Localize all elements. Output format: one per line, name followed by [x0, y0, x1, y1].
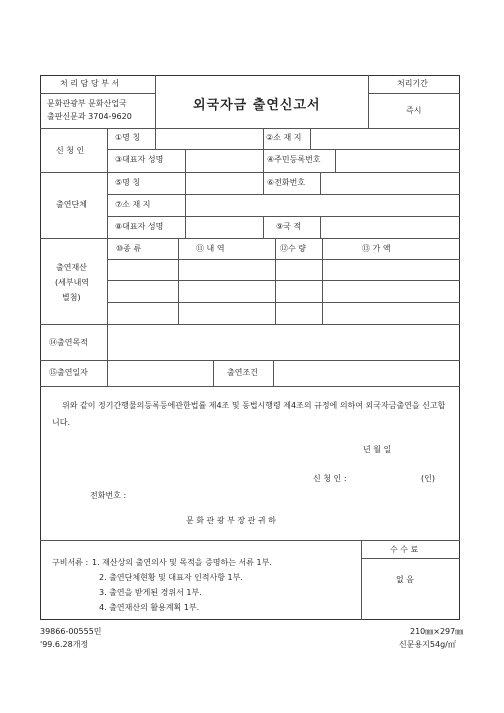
- purpose-label: ⑭출연목적: [49, 338, 88, 347]
- form-number: 39866-00555민: [40, 627, 102, 636]
- documents-item-1: 1. 재산상의 출연의사 및 목적을 증명하는 서류 1부.: [92, 558, 272, 567]
- property-label-3: 별첨): [62, 293, 81, 302]
- documents-label: 구비서류 :: [52, 558, 89, 567]
- applicant-rep-name-label: ③대표자 성명: [115, 155, 164, 164]
- dept-line1: 문화관광부 문화산업국: [47, 99, 127, 108]
- rule-org-loc-v: [185, 194, 186, 216]
- rule-date-v2: [273, 360, 274, 386]
- rule-property-header: [107, 259, 460, 260]
- period-label: 처리기간: [397, 79, 428, 88]
- date-label: ⑮출연일자: [49, 368, 88, 377]
- rule-org-2: [107, 216, 460, 217]
- form-frame: [40, 75, 460, 620]
- rule-org-name-v: [185, 172, 186, 194]
- fee-label: 수 수 료: [390, 545, 419, 554]
- rule-applicant-mid-v: [263, 128, 264, 172]
- property-col-content: ⑪ 내 역: [196, 244, 225, 253]
- documents-item-3: 3. 출연을 받게된 경위서 1부.: [99, 588, 202, 597]
- applicant-resident-no-label: ④주민등록번호: [267, 155, 321, 164]
- dept-label: 처 리 담 당 부 서: [60, 79, 120, 88]
- rule-header-v1: [155, 75, 156, 128]
- documents-item-4: 4. 출연재산의 활용계획 1부.: [99, 603, 200, 612]
- rule-org-phone-v2: [320, 172, 321, 194]
- rule-property-row1: [107, 280, 460, 281]
- rule-applicant-rep-v: [185, 149, 186, 172]
- period-value: 즉시: [406, 106, 422, 115]
- rule-header-v2: [368, 75, 369, 128]
- rule-property-bottom: [40, 324, 460, 325]
- org-nationality-label: ⑨국 적: [276, 222, 302, 231]
- rule-property-row2: [107, 302, 460, 303]
- addressee: 문 화 관 광 부 장 관 귀 하: [186, 516, 276, 525]
- org-label: 출연단체: [56, 200, 87, 209]
- org-phone-label: ⑥전화번호: [267, 178, 306, 187]
- rule-declaration-bottom: [40, 540, 460, 541]
- date-line: 년 월 일: [363, 445, 392, 454]
- property-col-kind: ⑩종 류: [116, 244, 142, 253]
- applicant-label: 신 청 인: [56, 146, 85, 155]
- rule-applicant-mid: [107, 149, 460, 150]
- seal-mark: (인): [421, 474, 435, 483]
- property-label-1: 출연재산: [56, 263, 87, 272]
- rule-org-rep-v: [185, 216, 186, 238]
- applicant-location-label: ②소 재 지: [266, 133, 302, 142]
- applicant-signature-line: 신 청 인 :: [313, 474, 347, 483]
- rule-org-bottom: [40, 238, 460, 239]
- rule-org-phone-v1: [263, 172, 264, 194]
- org-location-label: ⑦소 재 지: [115, 200, 151, 209]
- rule-date-v1: [213, 360, 214, 386]
- declaration-text: 위와 같이 정기간행물의등록등에관한법률 제4조 및 동법시행령 제4조의 규정에 의하여 외국자금출연을 신고합니다.: [52, 401, 446, 427]
- rule-label-column: [107, 128, 108, 386]
- rule-org-1: [107, 194, 460, 195]
- org-name-label: ⑤명 칭: [115, 178, 141, 187]
- fee-value: 없 음: [396, 575, 414, 584]
- rule-header-bottom: [40, 128, 460, 129]
- rule-date-bottom: [40, 386, 460, 387]
- documents-item-2: 2. 출연단체현황 및 대표자 인적사항 1부.: [99, 573, 243, 582]
- rule-property-v1: [178, 238, 179, 324]
- dept-line2: 출판신문과 3704-9620: [47, 112, 132, 121]
- page-title: 외국자금 출연신고서: [193, 98, 321, 113]
- phone-line: 전화번호 :: [90, 491, 127, 500]
- rule-header-dept: [40, 93, 155, 94]
- rule-applicant-rrn-v: [335, 149, 336, 172]
- rule-applicant-loc-v: [310, 128, 311, 149]
- rule-applicant-name-v: [155, 128, 156, 149]
- property-col-qty: ⑫수 량: [280, 244, 306, 253]
- rule-org-nat-v1: [263, 216, 264, 238]
- rule-purpose-bottom: [40, 360, 460, 361]
- org-rep-name-label: ⑧대표자 성명: [115, 222, 164, 231]
- condition-label: 출연조건: [227, 368, 258, 377]
- revision-date: '99.6.28개정: [40, 640, 89, 649]
- rule-fee-v: [361, 540, 362, 620]
- rule-fee-mid: [361, 558, 460, 559]
- rule-org-nat-v2: [320, 216, 321, 238]
- rule-property-v3: [322, 238, 323, 324]
- rule-applicant-bottom: [40, 172, 460, 173]
- paper-type: 신문용지54g/㎡: [399, 640, 456, 649]
- property-col-price: ⑬ 가 액: [362, 244, 391, 253]
- property-label-2: (세부내역: [55, 278, 90, 287]
- rule-property-v2: [275, 238, 276, 324]
- applicant-name-label: ①명 칭: [115, 133, 141, 142]
- paper-size: 210㎜×297㎜: [410, 627, 464, 636]
- rule-header-period: [368, 93, 460, 94]
